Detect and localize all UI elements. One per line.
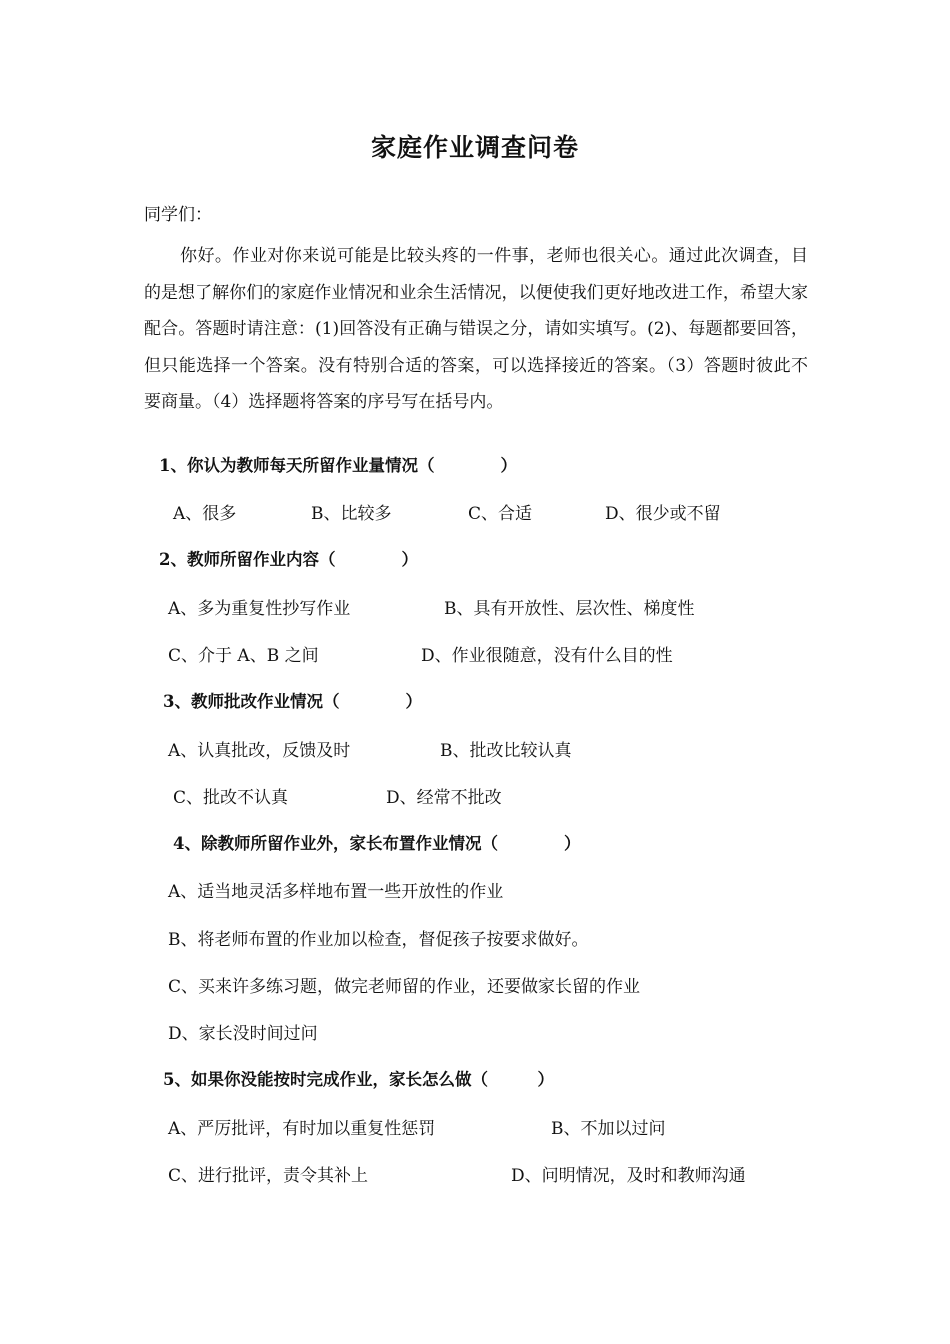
page-title: 家庭作业调查问卷: [370, 133, 579, 162]
intro-paragraph: 你好。作业对你来说可能是比较头疼的一件事，老师也很关心。通过此次调查，目的是想了解你们的家庭作业情况和业余生活情况，以便使我们更好地改进工作，希望大家配合。答题时请注意：(1)回答没有正确与错误之分，请如实填写。(2)、每题都要回答，但只能选择一个答案。没有特别合适的答案，可以选择接近的答案。（3）答题时彼此不要商量。（4）选择题将答案的序号写在括号内。: [144, 246, 808, 413]
q2-option-a: A、多为重复性抄写作业: [168, 599, 351, 619]
question-4: 4、除教师所留作业外，家长布置作业情况（ ）: [173, 834, 581, 853]
q4-option-b: B、将老师布置的作业加以检查，督促孩子按要求做好。: [168, 930, 589, 950]
question-1: 1、你认为教师每天所留作业量情况（ ）: [159, 456, 517, 475]
q2-option-d: D、作业很随意，没有什么目的性: [421, 646, 673, 666]
q1-option-d: D、很少或不留: [605, 504, 721, 524]
q5-option-b: B、不加以过问: [551, 1119, 666, 1139]
q4-option-a: A、适当地灵活多样地布置一些开放性的作业: [168, 882, 504, 902]
q3-option-a: A、认真批改，反馈及时: [168, 741, 351, 761]
q5-option-c: C、进行批评，责令其补上: [168, 1166, 369, 1186]
q5-option-a: A、严厉批评，有时加以重复性惩罚: [168, 1119, 436, 1139]
greeting: 同学们：: [144, 205, 212, 225]
q4-option-d: D、家长没时间过问: [168, 1024, 318, 1044]
question-3: 3、教师批改作业情况（ ）: [163, 692, 422, 711]
q3-option-c: C、批改不认真: [173, 788, 289, 808]
q1-option-b: B、比较多: [311, 504, 392, 524]
q2-option-b: B、具有开放性、层次性、梯度性: [444, 599, 695, 619]
q4-option-c: C、买来许多练习题，做完老师留的作业，还要做家长留的作业: [168, 977, 641, 997]
question-5: 5、如果你没能按时完成作业，家长怎么做（ ）: [163, 1070, 554, 1089]
q5-option-d: D、问明情况，及时和教师沟通: [511, 1166, 746, 1186]
q1-option-a: A、很多: [173, 504, 237, 524]
question-2: 2、教师所留作业内容（ ）: [159, 550, 418, 569]
q3-option-b: B、批改比较认真: [440, 741, 572, 761]
q2-option-c: C、介于 A、B 之间: [168, 646, 319, 666]
q1-option-c: C、合适: [468, 504, 533, 524]
q3-option-d: D、经常不批改: [386, 788, 502, 808]
